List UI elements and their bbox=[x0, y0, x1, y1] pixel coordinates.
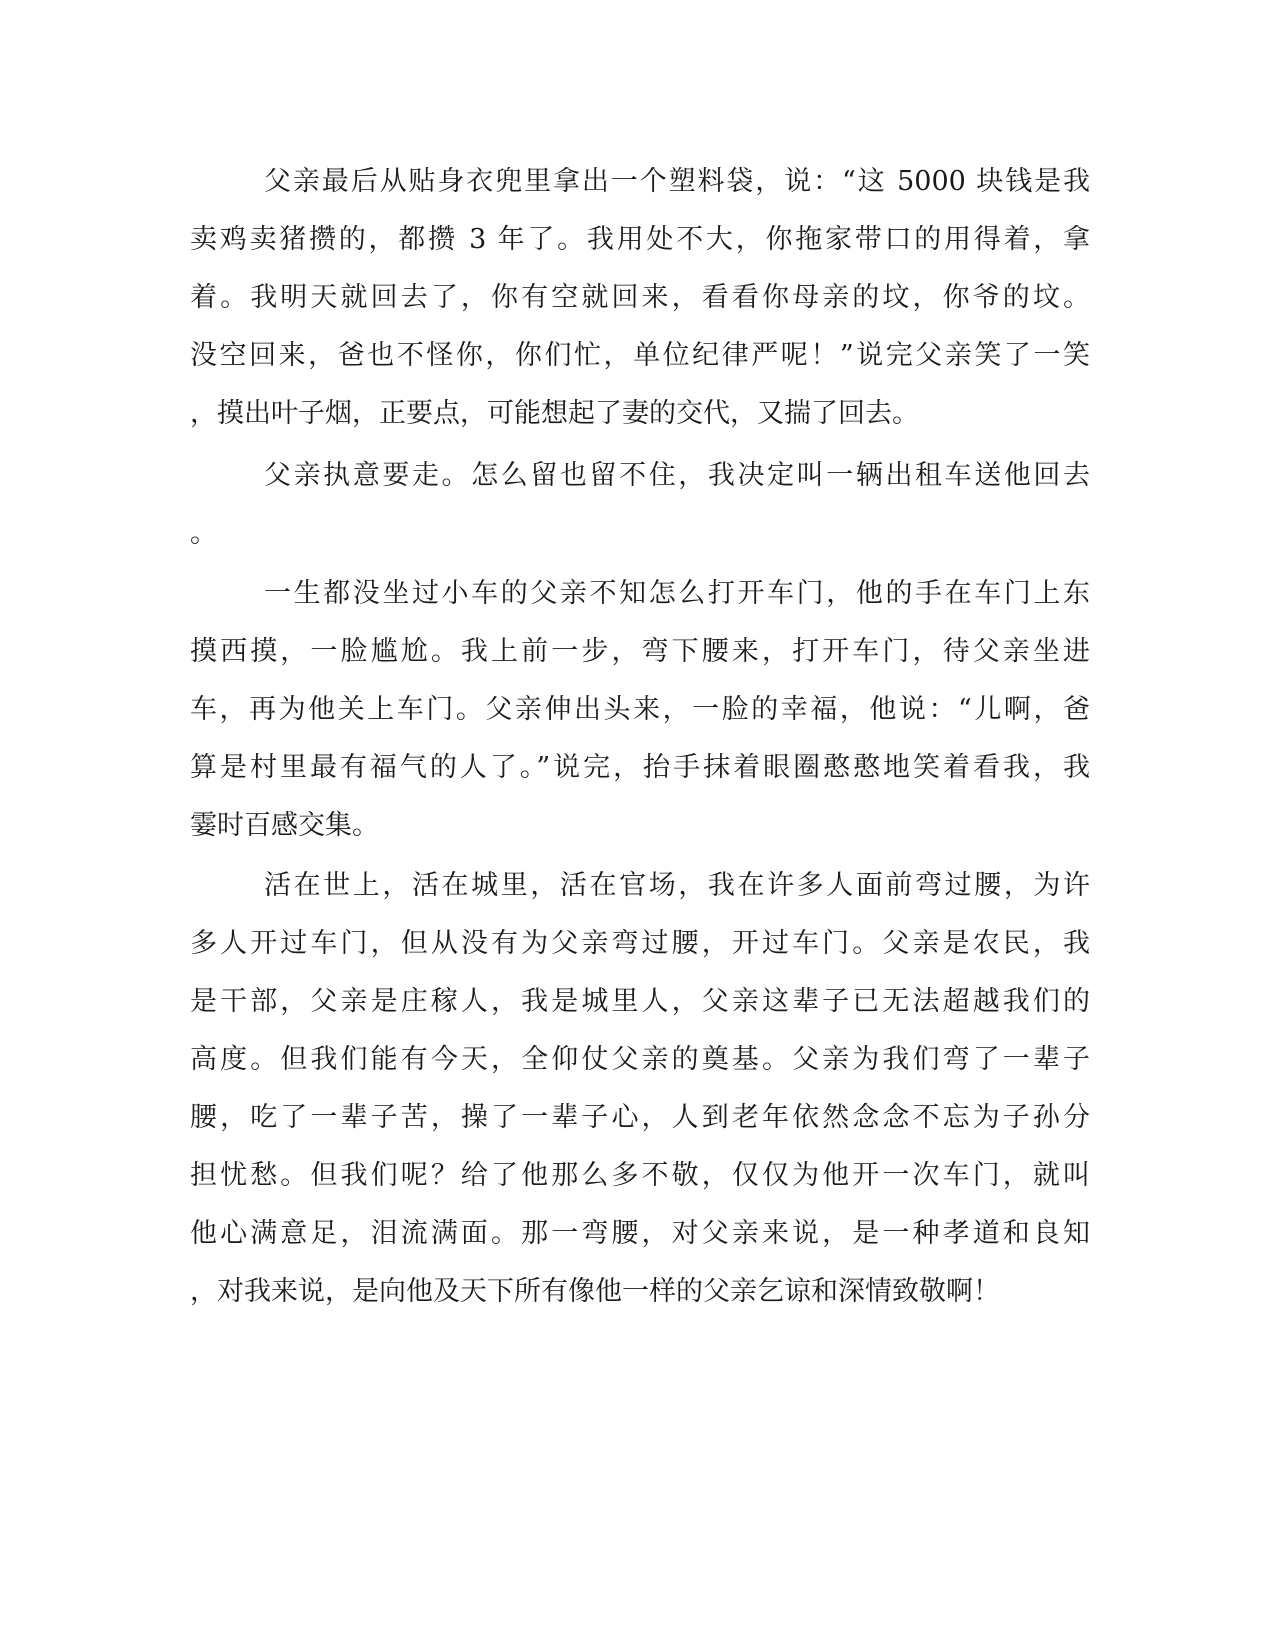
paragraph-1-line-3: 着。我明天就回去了，你有空就回来，看看你母亲的坟，你爷的坟。 bbox=[190, 282, 1090, 313]
paragraph-2-line-1: 父亲执意要走。怎么留也留不住，我决定叫一辆出租车送他回去 bbox=[264, 460, 1090, 491]
paragraph-3-line-3: 车，再为他关上车门。父亲伸出头来，一脸的幸福，他说：“儿啊，爸 bbox=[190, 694, 1090, 725]
paragraph-1-line-1: 父亲最后从贴身衣兜里拿出一个塑料袋，说：“这 5000 块钱是我 bbox=[264, 166, 1090, 197]
paragraph-3-line-1: 一生都没坐过小车的父亲不知怎么打开车门，他的手在车门上东 bbox=[264, 578, 1090, 609]
paragraph-4-line-3: 是干部，父亲是庄稼人，我是城里人，父亲这辈子已无法超越我们的 bbox=[190, 986, 1090, 1017]
paragraph-4-line-8: ，对我来说，是向他及天下所有像他一样的父亲乞谅和深情致敬啊！ bbox=[190, 1276, 1000, 1307]
paragraph-4-line-5: 腰，吃了一辈子苦，操了一辈子心，人到老年依然念念不忘为子孙分 bbox=[190, 1102, 1090, 1133]
paragraph-1-line-2: 卖鸡卖猪攒的，都攒 3 年了。我用处不大，你拖家带口的用得着，拿 bbox=[190, 224, 1090, 255]
paragraph-3-line-4: 算是村里最有福气的人了。”说完，抬手抹着眼圈憨憨地笑着看我，我 bbox=[190, 752, 1090, 783]
paragraph-3-line-5: 霎时百感交集。 bbox=[190, 810, 379, 841]
paragraph-1-line-5: ，摸出叶子烟，正要点，可能想起了妻的交代，又揣了回去。 bbox=[190, 398, 919, 429]
paragraph-2-line-2: 。 bbox=[190, 518, 217, 549]
paragraph-4-line-2: 多人开过车门，但从没有为父亲弯过腰，开过车门。父亲是农民，我 bbox=[190, 928, 1090, 959]
paragraph-4-line-6: 担忧愁。但我们呢？给了他那么多不敬，仅仅为他开一次车门，就叫 bbox=[190, 1160, 1090, 1191]
paragraph-4-line-1: 活在世上，活在城里，活在官场，我在许多人面前弯过腰，为许 bbox=[264, 870, 1090, 901]
paragraph-4-line-7: 他心满意足，泪流满面。那一弯腰，对父亲来说，是一种孝道和良知 bbox=[190, 1218, 1090, 1249]
paragraph-3-line-2: 摸西摸，一脸尴尬。我上前一步，弯下腰来，打开车门，待父亲坐进 bbox=[190, 636, 1090, 667]
paragraph-1-line-4: 没空回来，爸也不怪你，你们忙，单位纪律严呢！”说完父亲笑了一笑 bbox=[190, 340, 1090, 371]
paragraph-4-line-4: 高度。但我们能有今天，全仰仗父亲的奠基。父亲为我们弯了一辈子 bbox=[190, 1044, 1090, 1075]
